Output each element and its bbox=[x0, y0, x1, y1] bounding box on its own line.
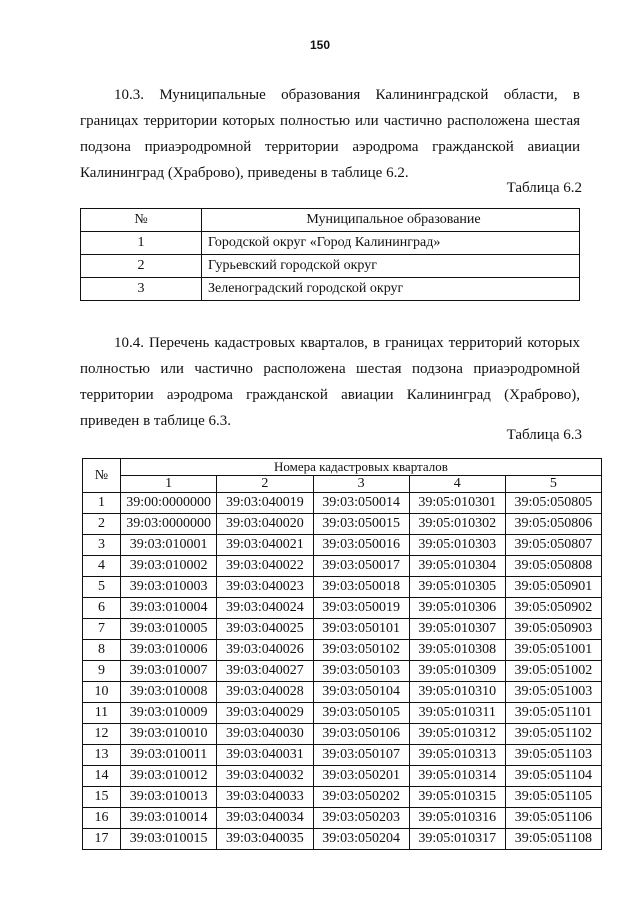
cadastral-quarter-cell: 39:03:040020 bbox=[217, 514, 313, 535]
cadastral-quarter-cell: 39:03:050106 bbox=[313, 724, 409, 745]
cadastral-quarter-cell: 39:03:010009 bbox=[120, 703, 216, 724]
table-row bbox=[83, 640, 602, 661]
cadastral-quarter-cell: 39:03:010008 bbox=[120, 682, 216, 703]
table-6-2-caption: Таблица 6.2 bbox=[506, 180, 582, 196]
table-row bbox=[83, 829, 602, 850]
table-cell: Городской округ «Город Калининград» bbox=[202, 232, 580, 255]
cadastral-quarter-cell: 39:03:010011 bbox=[120, 745, 216, 766]
cadastral-quarter-cell: 39:05:051105 bbox=[505, 787, 601, 808]
table-row bbox=[83, 577, 602, 598]
row-number: 8 bbox=[83, 640, 121, 661]
cadastral-quarter-cell: 39:03:010001 bbox=[120, 535, 216, 556]
cadastral-quarter-cell: 39:00:0000000 bbox=[120, 493, 216, 514]
cadastral-quarter-cell: 39:03:010004 bbox=[120, 598, 216, 619]
cadastral-quarter-cell: 39:05:050806 bbox=[505, 514, 601, 535]
cadastral-quarter-cell: 39:03:050105 bbox=[313, 703, 409, 724]
cadastral-quarter-cell: 39:03:040031 bbox=[217, 745, 313, 766]
cadastral-quarter-cell: 39:05:010312 bbox=[409, 724, 505, 745]
table-row bbox=[81, 255, 580, 278]
row-number: 15 bbox=[83, 787, 121, 808]
cadastral-quarter-cell: 39:03:040028 bbox=[217, 682, 313, 703]
table-row bbox=[81, 278, 580, 301]
table-6-3 bbox=[82, 458, 602, 850]
table-cell: Зеленоградский городской округ bbox=[202, 278, 580, 301]
cadastral-quarter-cell: 39:03:050017 bbox=[313, 556, 409, 577]
page-number: 150 bbox=[309, 38, 331, 52]
cadastral-quarter-cell: 39:03:010005 bbox=[120, 619, 216, 640]
row-number: 10 bbox=[83, 682, 121, 703]
cadastral-quarter-cell: 39:03:040032 bbox=[217, 766, 313, 787]
row-number: 7 bbox=[83, 619, 121, 640]
cadastral-quarter-cell: 39:03:040025 bbox=[217, 619, 313, 640]
row-number: 14 bbox=[83, 766, 121, 787]
cadastral-quarter-cell: 39:03:050203 bbox=[313, 808, 409, 829]
cadastral-quarter-cell: 39:03:050014 bbox=[313, 493, 409, 514]
table-row bbox=[83, 787, 602, 808]
cadastral-quarter-cell: 39:03:040027 bbox=[217, 661, 313, 682]
cadastral-quarter-cell: 39:05:050902 bbox=[505, 598, 601, 619]
row-number: 12 bbox=[83, 724, 121, 745]
cadastral-quarter-cell: 39:03:050201 bbox=[313, 766, 409, 787]
cadastral-quarter-cell: 39:05:051103 bbox=[505, 745, 601, 766]
cadastral-quarter-cell: 39:03:010014 bbox=[120, 808, 216, 829]
cadastral-quarter-cell: 39:03:040029 bbox=[217, 703, 313, 724]
cadastral-quarter-cell: 39:03:040021 bbox=[217, 535, 313, 556]
cadastral-quarter-cell: 39:03:040019 bbox=[217, 493, 313, 514]
cadastral-quarter-cell: 39:03:010015 bbox=[120, 829, 216, 850]
cadastral-quarter-cell: 39:05:051108 bbox=[505, 829, 601, 850]
cadastral-quarter-cell: 39:05:010302 bbox=[409, 514, 505, 535]
table-row bbox=[83, 619, 602, 640]
cadastral-quarter-cell: 39:03:040024 bbox=[217, 598, 313, 619]
table-row bbox=[83, 661, 602, 682]
cadastral-quarter-cell: 39:03:050016 bbox=[313, 535, 409, 556]
row-number: 11 bbox=[83, 703, 121, 724]
table-6-2-header-row bbox=[81, 209, 580, 232]
cadastral-quarter-cell: 39:05:010310 bbox=[409, 682, 505, 703]
table-6-2-header-name: Муниципальное образование bbox=[202, 209, 580, 232]
cadastral-quarter-cell: 39:05:050807 bbox=[505, 535, 601, 556]
paragraph-10-4-text: 10.4. Перечень кадастровых кварталов, в границах территорий которых полностью или частично расположена шестая подзона приаэродромной территории аэродрома гражданской авиации Калининград (Храброво), приведен в таблице 6.3. bbox=[80, 335, 580, 429]
table-row bbox=[83, 766, 602, 787]
cadastral-quarter-cell: 39:05:050903 bbox=[505, 619, 601, 640]
cadastral-quarter-cell: 39:05:010315 bbox=[409, 787, 505, 808]
row-number: 5 bbox=[83, 577, 121, 598]
table-6-2 bbox=[80, 208, 580, 301]
cadastral-quarter-cell: 39:03:040034 bbox=[217, 808, 313, 829]
cadastral-quarter-cell: 39:05:051003 bbox=[505, 682, 601, 703]
cadastral-quarter-cell: 39:05:051101 bbox=[505, 703, 601, 724]
table-row bbox=[83, 556, 602, 577]
cadastral-quarter-cell: 39:05:051104 bbox=[505, 766, 601, 787]
table-6-2-header-no: № bbox=[81, 209, 202, 232]
cadastral-quarter-cell: 39:03:040022 bbox=[217, 556, 313, 577]
table-6-3-column-number: 4 bbox=[409, 476, 505, 493]
table-6-3-header-row-numbers bbox=[83, 476, 602, 493]
table-row bbox=[83, 808, 602, 829]
table-6-3-column-number: 2 bbox=[217, 476, 313, 493]
cadastral-quarter-cell: 39:03:040033 bbox=[217, 787, 313, 808]
cadastral-quarter-cell: 39:05:050901 bbox=[505, 577, 601, 598]
row-number: 1 bbox=[83, 493, 121, 514]
table-cell: 1 bbox=[81, 232, 202, 255]
table-6-3-header-row-group bbox=[83, 459, 602, 476]
cadastral-quarter-cell: 39:05:010311 bbox=[409, 703, 505, 724]
cadastral-quarter-cell: 39:03:050202 bbox=[313, 787, 409, 808]
cadastral-quarter-cell: 39:03:050102 bbox=[313, 640, 409, 661]
cadastral-quarter-cell: 39:03:040023 bbox=[217, 577, 313, 598]
cadastral-quarter-cell: 39:03:050107 bbox=[313, 745, 409, 766]
cadastral-quarter-cell: 39:03:010006 bbox=[120, 640, 216, 661]
table-6-3-header-group: Номера кадастровых кварталов bbox=[120, 459, 601, 476]
table-6-3-column-number: 5 bbox=[505, 476, 601, 493]
cadastral-quarter-cell: 39:03:050019 bbox=[313, 598, 409, 619]
table-row bbox=[83, 724, 602, 745]
cadastral-quarter-cell: 39:05:010316 bbox=[409, 808, 505, 829]
cadastral-quarter-cell: 39:05:051002 bbox=[505, 661, 601, 682]
cadastral-quarter-cell: 39:03:010013 bbox=[120, 787, 216, 808]
row-number: 3 bbox=[83, 535, 121, 556]
table-row bbox=[83, 598, 602, 619]
cadastral-quarter-cell: 39:05:050805 bbox=[505, 493, 601, 514]
cadastral-quarter-cell: 39:03:040035 bbox=[217, 829, 313, 850]
cadastral-quarter-cell: 39:03:010012 bbox=[120, 766, 216, 787]
row-number: 16 bbox=[83, 808, 121, 829]
cadastral-quarter-cell: 39:03:010003 bbox=[120, 577, 216, 598]
table-row bbox=[83, 514, 602, 535]
table-row bbox=[83, 535, 602, 556]
table-row bbox=[83, 682, 602, 703]
paragraph-10-4 bbox=[80, 330, 580, 434]
table-row bbox=[83, 745, 602, 766]
cadastral-quarter-cell: 39:03:0000000 bbox=[120, 514, 216, 535]
cadastral-quarter-cell: 39:05:051001 bbox=[505, 640, 601, 661]
cadastral-quarter-cell: 39:05:051106 bbox=[505, 808, 601, 829]
cadastral-quarter-cell: 39:05:010303 bbox=[409, 535, 505, 556]
table-6-3-body bbox=[83, 493, 602, 850]
table-row bbox=[83, 703, 602, 724]
cadastral-quarter-cell: 39:05:010308 bbox=[409, 640, 505, 661]
cadastral-quarter-cell: 39:05:010301 bbox=[409, 493, 505, 514]
row-number: 2 bbox=[83, 514, 121, 535]
paragraph-10-3-text: 10.3. Муниципальные образования Калининградской области, в границах территории которых полностью или частично расположена шестая подзона приаэродромной территории аэродрома гражданской авиации Калининград (Храброво), приведены в таблице 6.2. bbox=[80, 87, 580, 181]
cadastral-quarter-cell: 39:03:050018 bbox=[313, 577, 409, 598]
table-6-3-header-no: № bbox=[83, 459, 121, 493]
cadastral-quarter-cell: 39:05:010307 bbox=[409, 619, 505, 640]
cadastral-quarter-cell: 39:05:010314 bbox=[409, 766, 505, 787]
table-cell: 2 bbox=[81, 255, 202, 278]
cadastral-quarter-cell: 39:03:010007 bbox=[120, 661, 216, 682]
cadastral-quarter-cell: 39:03:050104 bbox=[313, 682, 409, 703]
table-cell: 3 bbox=[81, 278, 202, 301]
cadastral-quarter-cell: 39:03:050103 bbox=[313, 661, 409, 682]
row-number: 9 bbox=[83, 661, 121, 682]
table-row bbox=[81, 232, 580, 255]
cadastral-quarter-cell: 39:03:010010 bbox=[120, 724, 216, 745]
row-number: 4 bbox=[83, 556, 121, 577]
row-number: 17 bbox=[83, 829, 121, 850]
table-6-3-caption: Таблица 6.3 bbox=[506, 427, 582, 443]
table-row bbox=[83, 493, 602, 514]
cadastral-quarter-cell: 39:05:051102 bbox=[505, 724, 601, 745]
cadastral-quarter-cell: 39:05:010306 bbox=[409, 598, 505, 619]
cadastral-quarter-cell: 39:05:010317 bbox=[409, 829, 505, 850]
cadastral-quarter-cell: 39:05:050808 bbox=[505, 556, 601, 577]
cadastral-quarter-cell: 39:05:010305 bbox=[409, 577, 505, 598]
cadastral-quarter-cell: 39:05:010313 bbox=[409, 745, 505, 766]
cadastral-quarter-cell: 39:03:050204 bbox=[313, 829, 409, 850]
cadastral-quarter-cell: 39:03:010002 bbox=[120, 556, 216, 577]
cadastral-quarter-cell: 39:03:050101 bbox=[313, 619, 409, 640]
paragraph-10-3 bbox=[80, 82, 580, 186]
row-number: 6 bbox=[83, 598, 121, 619]
table-6-3-column-number: 1 bbox=[120, 476, 216, 493]
cadastral-quarter-cell: 39:03:040030 bbox=[217, 724, 313, 745]
cadastral-quarter-cell: 39:03:050015 bbox=[313, 514, 409, 535]
cadastral-quarter-cell: 39:05:010304 bbox=[409, 556, 505, 577]
table-cell: Гурьевский городской округ bbox=[202, 255, 580, 278]
cadastral-quarter-cell: 39:05:010309 bbox=[409, 661, 505, 682]
table-6-3-column-number: 3 bbox=[313, 476, 409, 493]
row-number: 13 bbox=[83, 745, 121, 766]
cadastral-quarter-cell: 39:03:040026 bbox=[217, 640, 313, 661]
